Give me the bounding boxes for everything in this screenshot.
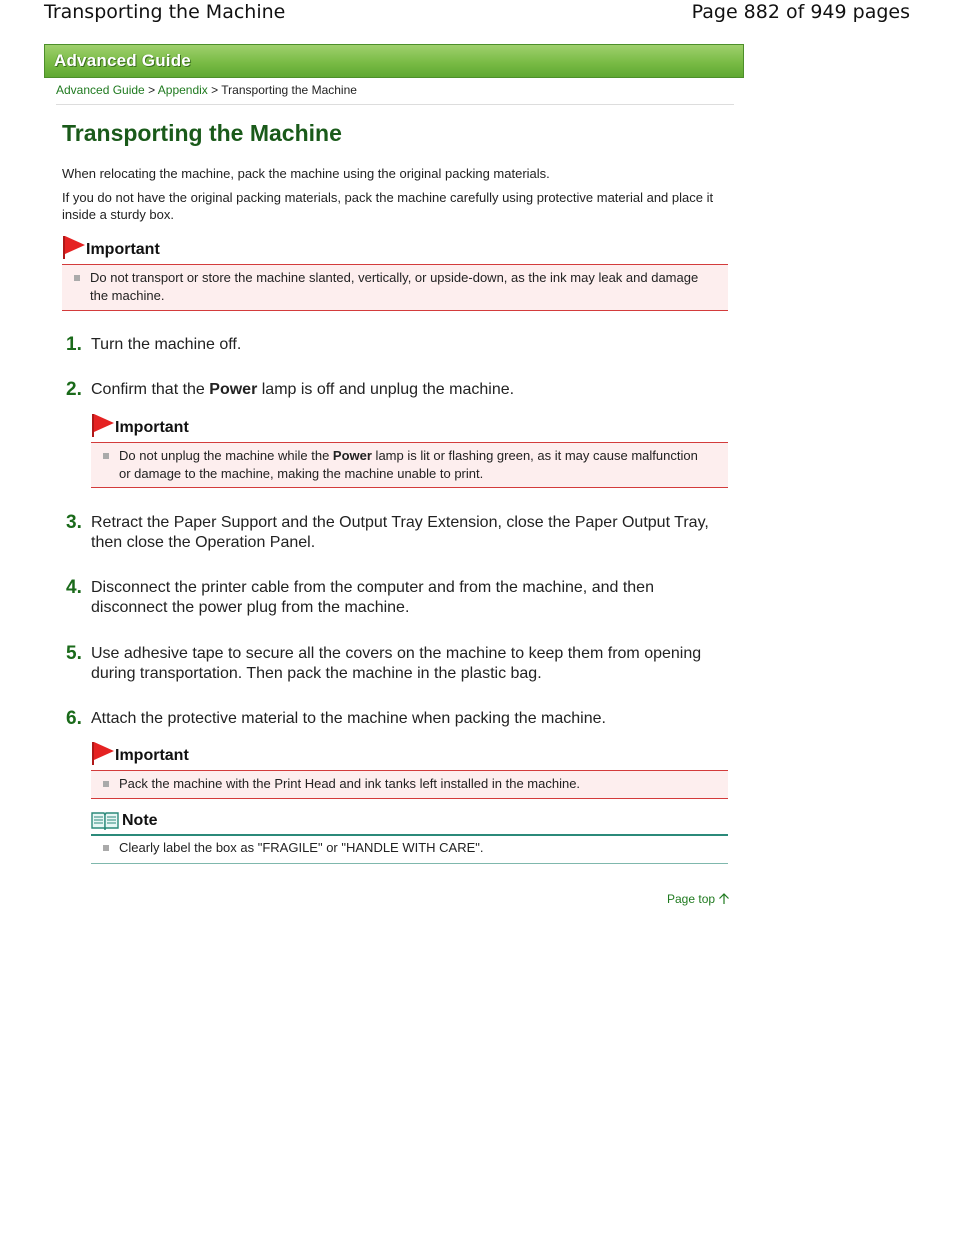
page-top-label: Page top <box>667 892 716 906</box>
step-number: 5. <box>66 643 82 664</box>
breadcrumb-current: Transporting the Machine <box>221 83 357 97</box>
step-text: Attach the protective material to the machine when packing the machine. <box>91 710 606 727</box>
breadcrumb-link-advanced-guide[interactable]: Advanced Guide <box>56 83 145 97</box>
step-text: Retract the Paper Support and the Output Tray Extension, close the Paper Output Tray, then close the Operation Panel. <box>91 514 709 551</box>
intro-paragraph-2: If you do not have the original packing materials, pack the machine carefully using protective material and place it inside a sturdy box. <box>62 190 714 222</box>
step-number: 2. <box>66 379 82 400</box>
arrow-up-icon <box>718 893 730 905</box>
bullet-icon <box>74 275 80 281</box>
important-heading <box>62 235 160 259</box>
important-label: Important <box>86 241 160 258</box>
page-header-page-info: Page 882 of 949 pages <box>691 1 910 23</box>
bullet-icon <box>103 781 109 787</box>
important-box <box>91 770 728 799</box>
breadcrumb-divider <box>56 104 734 105</box>
step-number: 1. <box>66 334 82 355</box>
important-text-part: Do not unplug the machine while the <box>119 448 333 463</box>
red-flag-icon <box>62 235 86 259</box>
important-heading <box>91 741 189 765</box>
red-flag-icon <box>91 741 115 765</box>
step-text: Use adhesive tape to secure all the covers on the machine to keep them from opening during transportation. Then pack the machine in the plastic bag. <box>91 645 702 682</box>
page-header <box>0 0 954 30</box>
page-header-title: Transporting the Machine <box>44 1 286 23</box>
step-text-part: lamp is off and unplug the machine. <box>257 381 515 398</box>
page-top-link[interactable] <box>667 892 730 906</box>
step-text: Turn the machine off. <box>91 336 242 353</box>
breadcrumb-separator: > <box>211 83 219 97</box>
intro-paragraph-1: When relocating the machine, pack the machine using the original packing materials. <box>62 166 550 181</box>
note-box <box>91 834 728 864</box>
important-box <box>91 442 728 488</box>
important-label: Important <box>115 419 189 436</box>
advanced-guide-banner <box>44 44 744 78</box>
bullet-icon <box>103 453 109 459</box>
important-text-part: lamp is lit or flashing green, as it may cause malfunction or damage to the machine, making the machine unable to print. <box>119 448 698 481</box>
step-text: Disconnect the printer cable from the computer and from the machine, and then disconnect the power plug from the machine. <box>91 579 654 616</box>
power-lamp-label: Power <box>209 381 258 398</box>
important-text: Pack the machine with the Print Head and ink tanks left installed in the machine. <box>119 776 581 791</box>
step-number: 3. <box>66 512 82 533</box>
step-text-part: Confirm that the <box>91 381 210 398</box>
book-icon <box>91 810 119 830</box>
page-title: Transporting the Machine <box>62 120 342 146</box>
note-heading <box>91 810 158 830</box>
step-number: 6. <box>66 708 82 729</box>
banner-label: Advanced Guide <box>54 51 191 70</box>
breadcrumb <box>56 83 357 97</box>
note-label: Note <box>122 812 158 829</box>
red-flag-icon <box>91 413 115 437</box>
important-heading <box>91 413 189 437</box>
bullet-icon <box>103 845 109 851</box>
step-number: 4. <box>66 577 82 598</box>
breadcrumb-link-appendix[interactable]: Appendix <box>157 83 208 97</box>
breadcrumb-separator: > <box>148 83 156 97</box>
power-lamp-label: Power <box>332 448 372 463</box>
important-label: Important <box>115 747 189 764</box>
important-text: Do not transport or store the machine slanted, vertically, or upside-down, as the ink may leak and damage the machine. <box>90 270 699 303</box>
note-text: Clearly label the box as "FRAGILE" or "HANDLE WITH CARE". <box>119 840 484 855</box>
step-text <box>91 380 721 400</box>
important-text <box>119 447 708 483</box>
important-box <box>62 264 728 311</box>
